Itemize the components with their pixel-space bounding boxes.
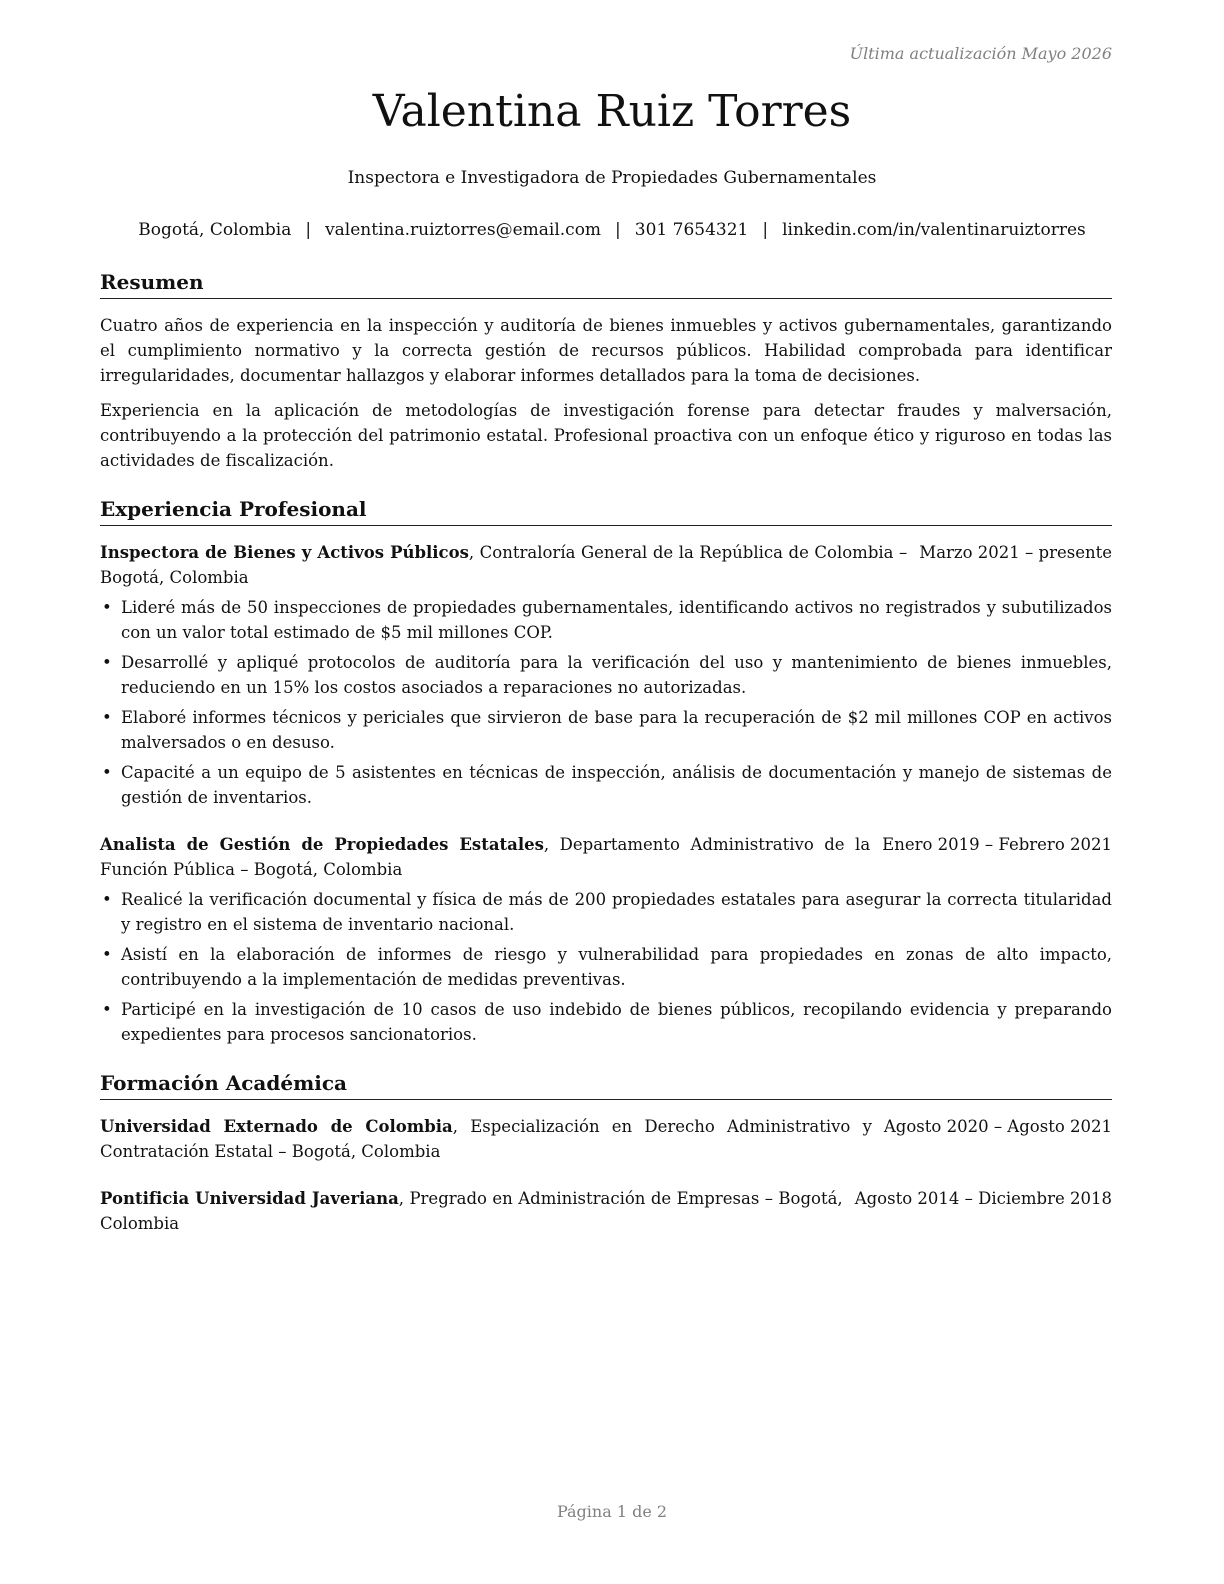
education-section [100,1069,1112,1236]
job-role: Inspectora de Bienes y Activos Públicos [100,543,469,562]
job-dates: Marzo 2021 – presente [919,543,1112,562]
bullet-icon: • [102,653,112,672]
bullet-text: Capacité a un equipo de 5 asistentes en técnicas de inspección, análisis de documentación y manejo de sistemas de gestión de inventarios. [121,763,1112,807]
job-header [100,540,1112,590]
contact-separator: | [615,220,621,240]
resume-body [100,268,1112,1236]
contact-separator: | [762,220,769,240]
list-item [100,595,1112,645]
bullet-text: Desarrollé y apliqué protocolos de auditoría para la verificación del uso y mantenimiento de bienes inmuebles, reduciendo en un 15% los costos asociados a reparaciones no autorizadas. [121,653,1112,697]
job-organization: , Contraloría General de la República de Colombia – Bogotá, Colombia [100,543,908,587]
bullet-icon: • [102,598,112,617]
bullet-icon: • [102,1000,112,1019]
section-title-education: Formación Académica [100,1069,1112,1100]
job-dates: Enero 2019 – Febrero 2021 [882,835,1112,854]
job-entry [100,832,1112,1047]
job-organization: , Departamento Administrativo de la Función Pública – Bogotá, Colombia [100,835,871,879]
job-bullet-list [100,887,1112,1047]
education-program: , Pregrado en Administración de Empresas – Bogotá, Colombia [100,1189,843,1233]
candidate-headline: Inspectora e Investigadora de Propiedades Gubernamentales [347,168,877,188]
bullet-icon: • [102,945,112,964]
education-header [100,1114,1112,1164]
education-dates: Agosto 2020 – Agosto 2021 [883,1117,1112,1136]
job-bullet-list [100,595,1112,810]
section-title-summary: Resumen [100,268,1112,299]
contact-line [0,220,1224,240]
summary-paragraph: Experiencia en la aplicación de metodologías de investigación forense para detectar fraudes y malversación, contribuyendo a la protección del patrimonio estatal. Profesional proactiva con un enfoque ético y riguroso en todas las actividades de fiscalización. [100,401,1112,470]
summary-section [100,268,1112,473]
bullet-text: Asistí en la elaboración de informes de riesgo y vulnerabilidad para propiedades en zonas de alto impacto, contribuyendo a la implementación de medidas preventivas. [121,945,1112,989]
list-item [100,760,1112,810]
job-role: Analista de Gestión de Propiedades Estatales [100,835,544,854]
bullet-text: Participé en la investigación de 10 casos de uso indebido de bienes públicos, recopilando evidencia y preparando expedientes para procesos sancionatorios. [121,1000,1112,1044]
contact-separator: | [305,220,312,240]
education-header [100,1186,1112,1236]
list-item [100,705,1112,755]
contact-email[interactable]: valentina.ruiztorres@email.com [325,220,602,240]
summary-paragraph: Cuatro años de experiencia en la inspección y auditoría de bienes inmuebles y activos gubernamentales, garantizando el cumplimiento normativo y la correcta gestión de recursos públicos. Habilidad comprobada para identificar irregularidades, documentar hallazgos y elaborar informes detallados para la toma de decisiones. [100,316,1112,385]
experience-section [100,495,1112,1047]
job-header [100,832,1112,882]
candidate-name: Valentina Ruiz Torres [372,86,852,137]
contact-phone: 301 7654321 [634,220,749,240]
last-updated: Última actualización Mayo 2026 [849,44,1112,63]
list-item [100,942,1112,992]
page-number: Página 1 de 2 [556,1502,668,1521]
job-entry [100,540,1112,810]
education-program: , Especialización en Derecho Administrativo y Contratación Estatal – Bogotá, Colombia [100,1117,872,1161]
section-title-experience: Experiencia Profesional [100,495,1112,526]
bullet-icon: • [102,890,112,909]
bullet-icon: • [102,708,112,727]
bullet-text: Elaboré informes técnicos y periciales que sirvieron de base para la recuperación de $2 mil millones COP en activos malversados o en desuso. [121,708,1112,752]
contact-linkedin[interactable]: linkedin.com/in/valentinaruiztorres [782,220,1086,240]
education-dates: Agosto 2014 – Diciembre 2018 [854,1189,1112,1208]
education-school: Pontificia Universidad Javeriana [100,1189,399,1208]
education-entry [100,1114,1112,1164]
bullet-icon: • [102,763,112,782]
bullet-text: Lideré más de 50 inspecciones de propiedades gubernamentales, identificando activos no registrados y subutilizados con un valor total estimado de $5 mil millones COP. [121,598,1112,642]
bullet-text: Realicé la verificación documental y física de más de 200 propiedades estatales para asegurar la correcta titularidad y registro en el sistema de inventario nacional. [121,890,1112,934]
list-item [100,997,1112,1047]
education-school: Universidad Externado de Colombia [100,1117,453,1136]
list-item [100,650,1112,700]
list-item [100,887,1112,937]
contact-location: Bogotá, Colombia [138,220,292,240]
education-entry [100,1186,1112,1236]
